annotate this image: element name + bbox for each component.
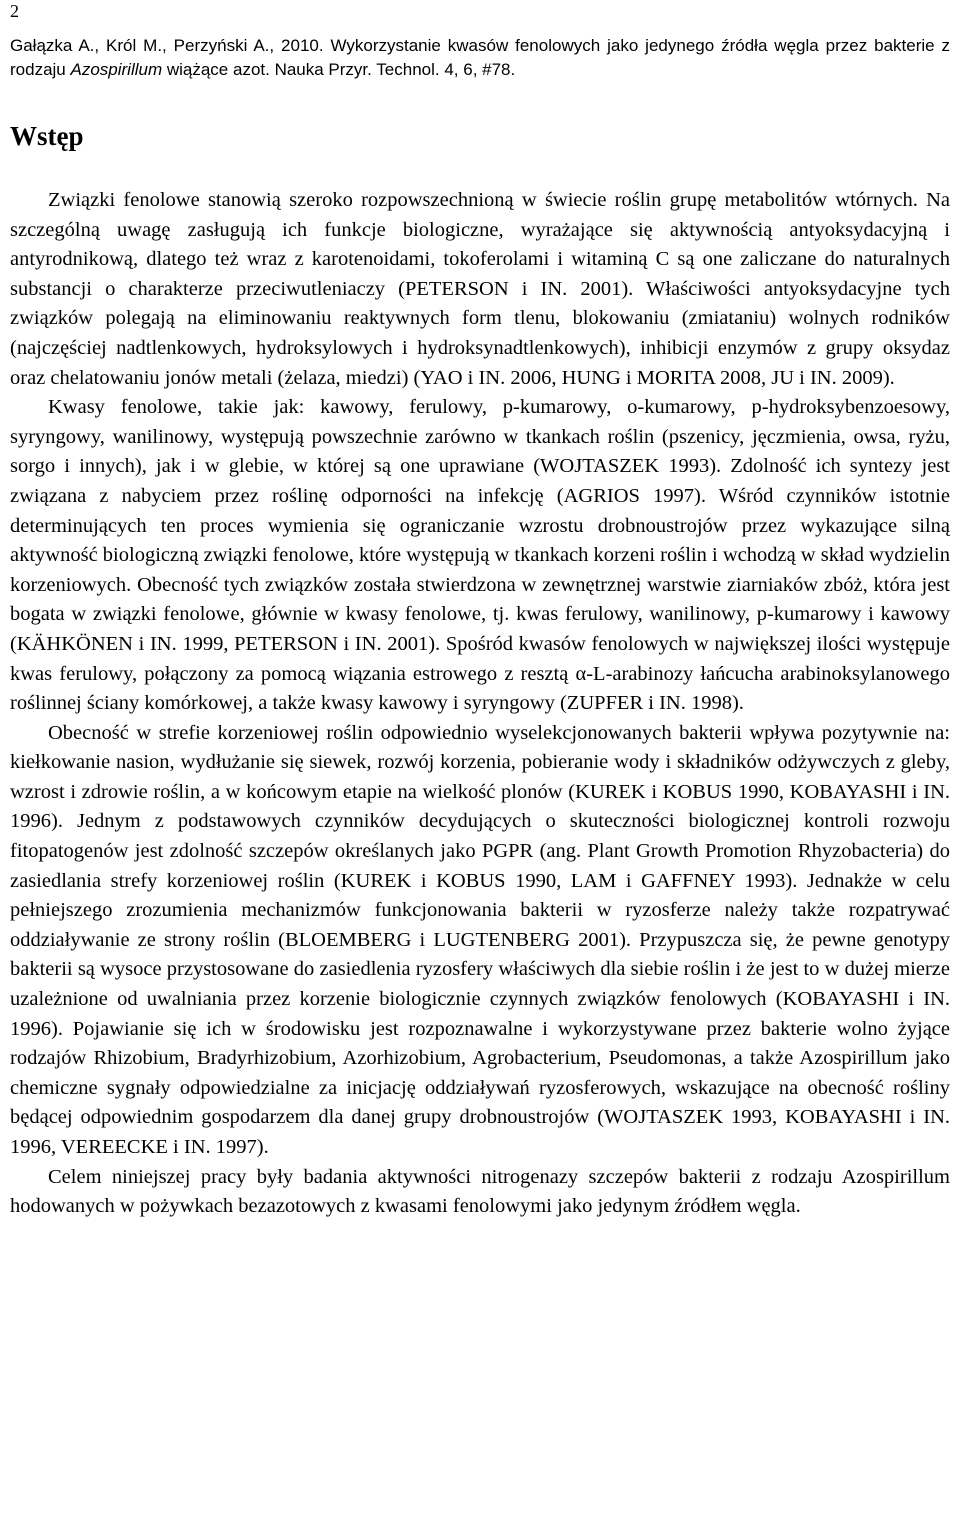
citation-genus: Azospirillum [70, 60, 163, 79]
paragraph-1: Związki fenolowe stanowią szeroko rozpowszechnioną w świecie roślin grupę metabolitów wtórnych. Na szczególną uwagę zasługują ich funkcje biologiczne, wyrażające się aktywnością antyoksydacyjną i antyrodnikową, dlatego też wraz z karotenoidami, tokoferolami i witaminą C są one zaliczane do naturalnych substancji o charakterze przeciwutleniaczy (PETERSON i IN. 2001). Właściwości antyoksydacyjne tych związków polegają na eliminowaniu reaktywnych form tlenu, blokowaniu (zmiataniu) wolnych rodników (najczęściej nadtlenkowych, hydroksylowych i hydroksynadtlenkowych), inhibicji enzymów z grupy oksydaz oraz chelatowaniu jonów metali (żelaza, miedzi) (YAO i IN. 2006, HUNG i MORITA 2008, JU i IN. 2009). [10, 189, 950, 389]
paragraph-4: Celem niniejszej pracy były badania aktywności nitrogenazy szczepów bakterii z rodzaju Azospirillum hodowanych w pożywkach bezazotowych z kwasami fenolowymi jako jedynym źródłem węgla. [10, 1165, 950, 1218]
section-body [10, 186, 950, 1222]
citation [10, 34, 950, 82]
citation-prefix: Gałązka A., Król M., Perzyński A., 2010. Wykorzystanie kwasów fenolowych jako jedynego źródła węgla przez bakterie z rodzaju [10, 36, 950, 79]
section-heading: Wstęp [10, 121, 84, 151]
paragraph-3: Obecność w strefie korzeniowej roślin odpowiednio wyselekcjonowanych bakterii wpływa pozytywnie na: kiełkowanie nasion, wydłużanie się siewek, rozwój korzenia, pobieranie wody i składników odżywczych z gleby, wzrost i zdrowie roślin, a w końcowym etapie na wielkość plonów (KUREK i KOBUS 1990, KOBAYASHI i IN. 1996). Jednym z podstawowych czynników decydujących o skuteczności biologicznej kontroli rozwoju fitopatogenów jest zdolność szczepów określanych jako PGPR (ang. Plant Growth Promotion Rhyzobacteria) do zasiedlania strefy korzeniowej roślin (KUREK i KOBUS 1990, LAM i GAFFNEY 1993). Jednakże w celu pełniejszego zrozumienia mechanizmów funkcjonowania bakterii w ryzosferze należy także rozpatrywać oddziaływanie ze strony roślin (BLOEMBERG i LUGTENBERG 2001). Przypuszcza się, że pewne genotypy bakterii są wysoce przystosowane do zasiedlenia ryzosfery właściwych dla siebie roślin i że jest to w dużej mierze uzależnione od uwalniania przez korzenie biologicznie czynnych związków fenolowych (KOBAYASHI i IN. 1996). Pojawianie się ich w środowisku jest rozpoznawalne i wykorzystywane przez bakterie wolno żyjące rodzajów Rhizobium, Bradyrhizobium, Azorhizobium, Agrobacterium, Pseudomonas, a także Azospirillum jako chemiczne sygnały odpowiedzialne za inicjację oddziaływań ryzosferowych, wskazujące na obecność rośliny będącej odpowiednim gospodarzem dla danej grupy drobnoustrojów (WOJTASZEK 1993, KOBAYASHI i IN. 1996, VEREECKE i IN. 1997). [10, 721, 950, 1158]
page-number: 2 [10, 1, 19, 21]
paragraph-2: Kwasy fenolowe, takie jak: kawowy, ferulowy, p-kumarowy, o-kumarowy, p-hydroksybenzoesowy, syryngowy, wanilinowy, występują powszechnie zarówno w tkankach roślin (pszenicy, jęczmienia, owsa, ryżu, sorgo i innych), jak i w glebie, w której są one uprawiane (WOJTASZEK 1993). Zdolność ich syntezy jest związana z nabyciem przez roślinę odporności na infekcję (AGRIOS 1997). Wśród czynników istotnie determinujących ten proces wymienia się ograniczanie wzrostu drobnoustrojów przez wykazujące silną aktywność biologiczną związki fenolowe, które występują w tkankach korzeni roślin i wchodzą w skład wydzielin korzeniowych. Obecność tych związków została stwierdzona w zewnętrznej warstwie ziarniaków zbóż, która jest bogata w związki fenolowe, głównie w kwasy fenolowe, tj. kwas ferulowy, wanilinowy, p-kumarowy i kawowy (KÄHKÖNEN i IN. 1999, PETERSON i IN. 2001). Spośród kwasów fenolowych w największej ilości występuje kwas ferulowy, połączony za pomocą wiązania estrowego z resztą α-L-arabinozy łańcucha arabinoksylanowego roślinnej ściany komórkowej, a także kwasy kawowy i syryngowy (ZUPFER i IN. 1998). [10, 396, 950, 715]
citation-suffix: wiążące azot. Nauka Przyr. Technol. 4, 6, #78. [162, 60, 516, 79]
